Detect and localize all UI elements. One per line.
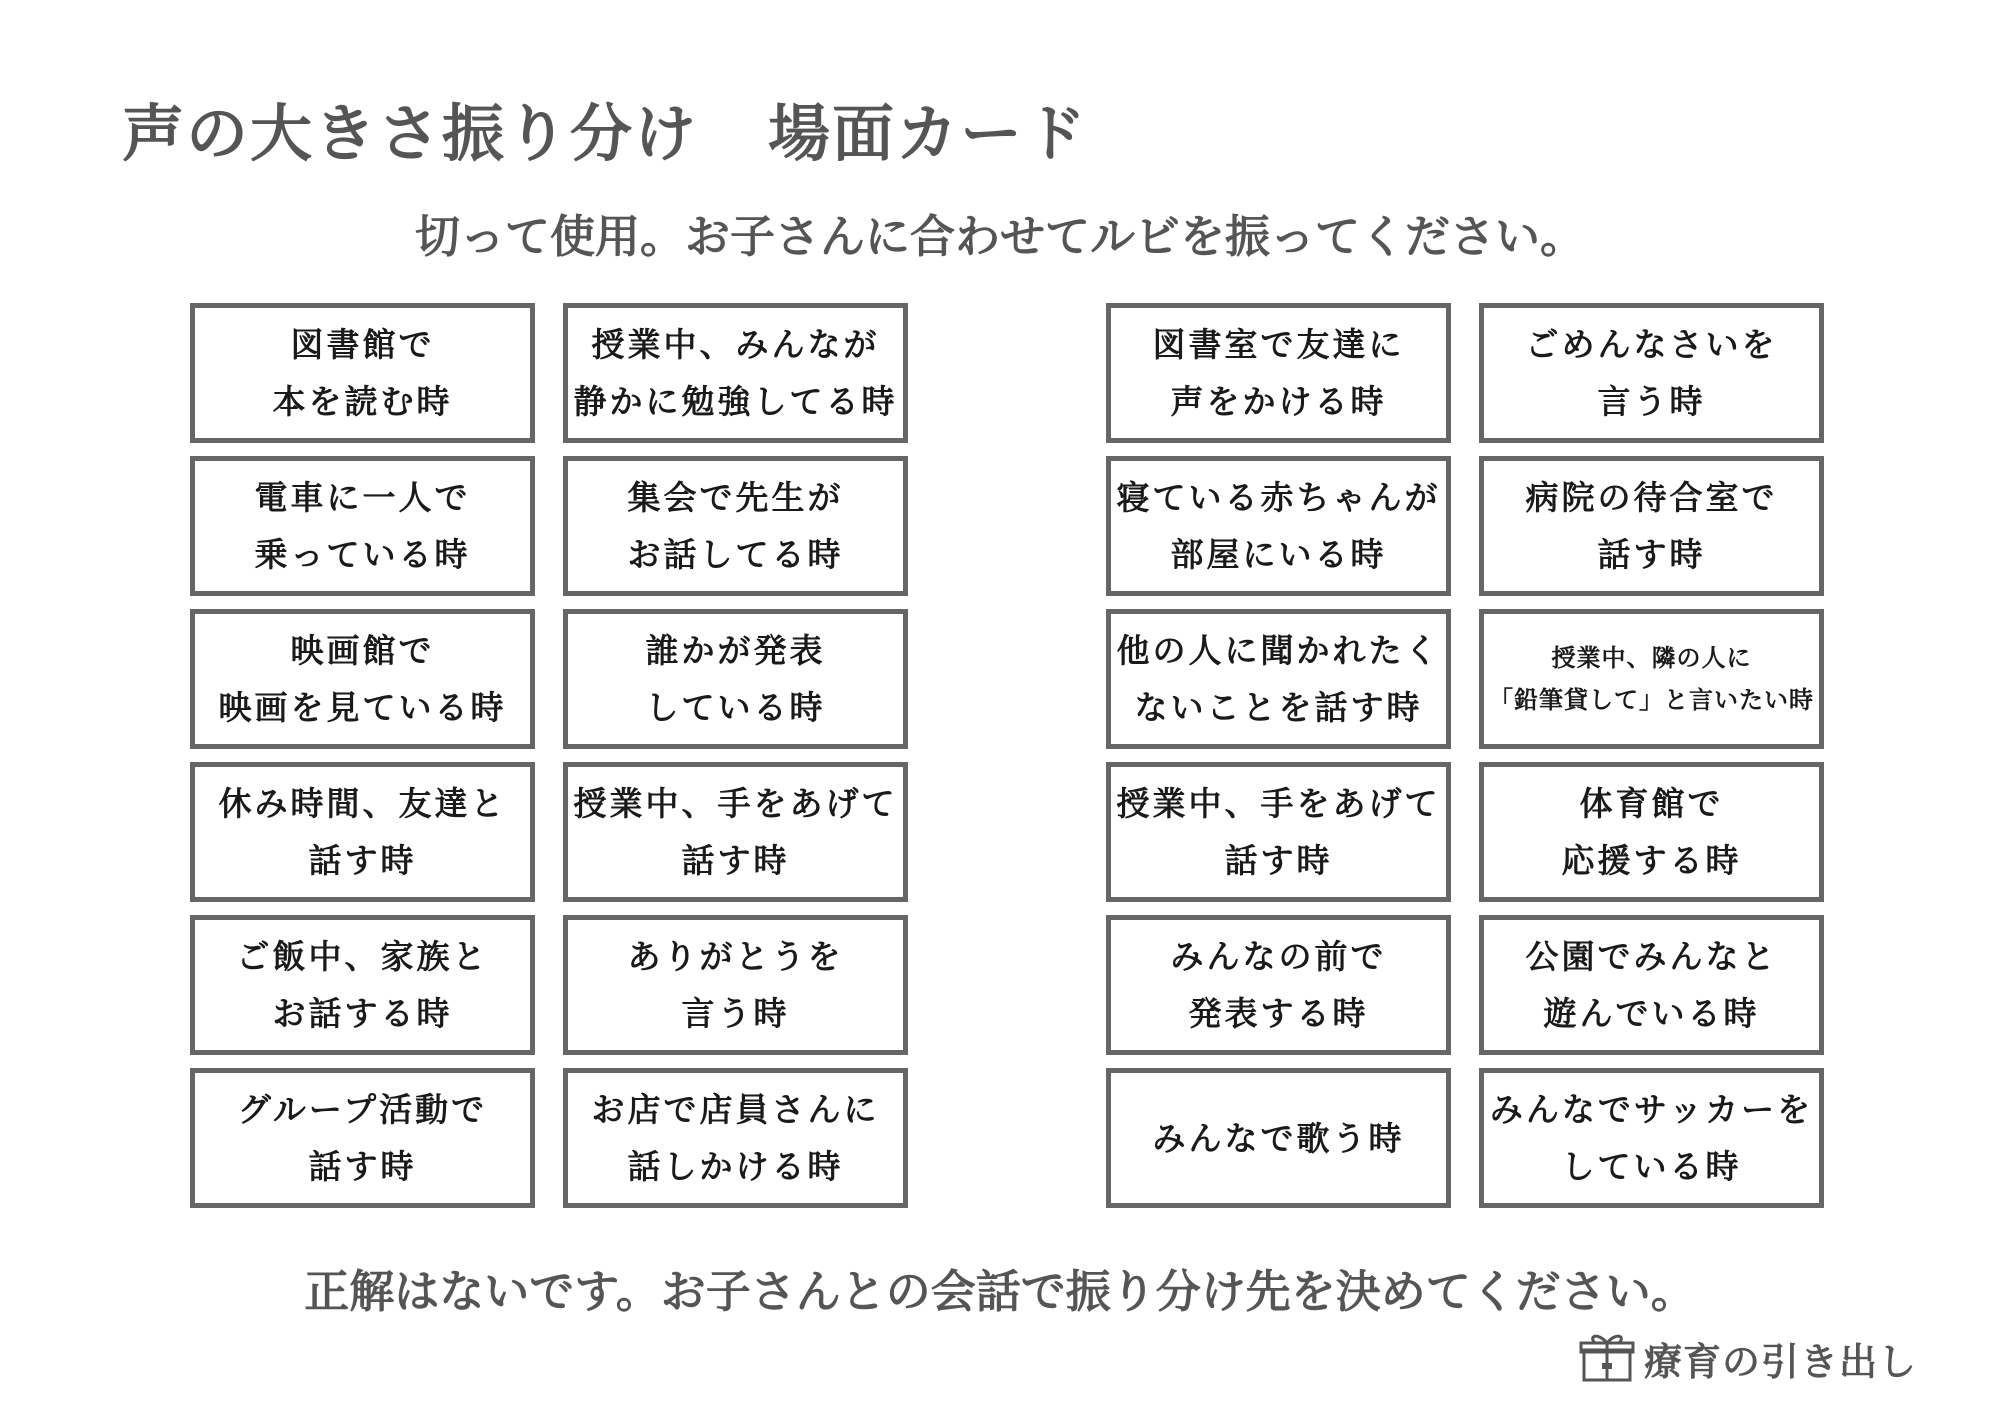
scene-card: [1479, 609, 1824, 749]
card-line-2: 本を読む時: [272, 382, 453, 421]
logo: [1578, 1330, 1917, 1386]
scene-card: [190, 303, 535, 443]
card-line-2: 話す時: [681, 841, 790, 880]
card-line-2: 話す時: [1224, 841, 1333, 880]
card-line-1: 授業中、手をあげて: [1116, 784, 1441, 823]
footer-note: 正解はないです。お子さんとの会話で振り分け先を決めてください。: [304, 1265, 1696, 1318]
page-title: [122, 84, 1088, 173]
card-line-2: 「鉛筆貸して」と言いたい時: [1489, 686, 1814, 714]
card-line-1: 授業中、みんなが: [591, 325, 880, 364]
card-line-2: お話する時: [272, 994, 453, 1033]
card-line-1: ご飯中、家族と: [236, 937, 489, 976]
scene-card: [563, 915, 908, 1055]
card-line-1: 他の人に聞かれたく: [1116, 631, 1441, 670]
card-line-2: 話す時: [1597, 535, 1706, 574]
card-line-2: ないことを話す時: [1134, 688, 1423, 727]
card-line-2: している時: [645, 688, 826, 727]
card-line-2: 言う時: [681, 994, 790, 1033]
scene-card: [1479, 1068, 1824, 1208]
card-line-1: 授業中、隣の人に: [1551, 644, 1752, 672]
card-line-1: ごめんなさいを: [1525, 325, 1778, 364]
card-line-2: 言う時: [1597, 382, 1706, 421]
scene-card: [1106, 456, 1451, 596]
card-line-1: みんなで歌う時: [1152, 1118, 1405, 1158]
scene-card: [563, 303, 908, 443]
card-line-1: ありがとうを: [627, 937, 844, 976]
card-line-2: 発表する時: [1188, 994, 1369, 1033]
card-line-1: 病院の待合室で: [1525, 478, 1778, 517]
card-line-2: 応援する時: [1561, 841, 1742, 880]
logo-text: 療育の引き出し: [1644, 1339, 1918, 1384]
card-line-2: 話しかける時: [627, 1147, 844, 1186]
scene-card: [1479, 915, 1824, 1055]
card-line-1: 体育館で: [1579, 784, 1724, 823]
card-line-2: 遊んでいる時: [1543, 994, 1760, 1033]
scene-card: [563, 1068, 908, 1208]
card-line-2: している時: [1561, 1147, 1742, 1186]
scene-card: [190, 609, 535, 749]
scene-card: [563, 609, 908, 749]
card-line-1: みんなでサッカーを: [1489, 1090, 1814, 1129]
gift-box-icon: [1578, 1330, 1636, 1386]
scene-card: [1106, 1068, 1451, 1208]
right-card-grid: [1106, 303, 1824, 1208]
title-sub: 場面カード: [768, 97, 1089, 170]
scene-card: [563, 456, 908, 596]
scene-card: [1479, 456, 1824, 596]
card-line-1: お店で店員さんに: [591, 1090, 880, 1129]
card-line-2: 話す時: [308, 1147, 417, 1186]
card-line-2: 声をかける時: [1170, 382, 1387, 421]
scene-card: [190, 762, 535, 902]
card-line-2: 乗っている時: [254, 535, 471, 574]
card-line-1: 集会で先生が: [627, 478, 844, 517]
card-line-2: 話す時: [308, 841, 417, 880]
scene-card: [1106, 762, 1451, 902]
card-line-1: 図書室で友達に: [1152, 325, 1405, 364]
card-line-2: お話してる時: [627, 535, 844, 574]
card-line-1: みんなの前で: [1170, 937, 1387, 976]
scene-card: [1106, 915, 1451, 1055]
card-line-1: グループ活動で: [237, 1090, 488, 1129]
card-line-1: 授業中、手をあげて: [573, 784, 898, 823]
card-line-1: 公園でみんなと: [1525, 937, 1778, 976]
scene-card: [1479, 762, 1824, 902]
scene-card: [190, 915, 535, 1055]
title-main: 声の大きさ振り分け: [122, 97, 699, 170]
scene-card: [1106, 303, 1451, 443]
instruction-text: 切って使用。お子さんに合わせてルビを振ってください。: [414, 210, 1585, 263]
card-line-1: 図書館で: [290, 325, 435, 364]
left-card-grid: [190, 303, 908, 1208]
scene-card: [563, 762, 908, 902]
card-line-1: 誰かが発表: [645, 631, 826, 670]
card-line-1: 映画館で: [290, 631, 435, 670]
scene-card: [190, 456, 535, 596]
card-line-2: 静かに勉強してる時: [573, 382, 898, 421]
scene-card: [190, 1068, 535, 1208]
card-line-1: 寝ている赤ちゃんが: [1116, 478, 1441, 517]
card-line-2: 部屋にいる時: [1170, 535, 1387, 574]
scene-card: [1106, 609, 1451, 749]
card-line-1: 電車に一人で: [254, 478, 471, 517]
card-line-2: 映画を見ている時: [218, 688, 507, 727]
card-line-1: 休み時間、友達と: [218, 784, 507, 823]
scene-card: [1479, 303, 1824, 443]
